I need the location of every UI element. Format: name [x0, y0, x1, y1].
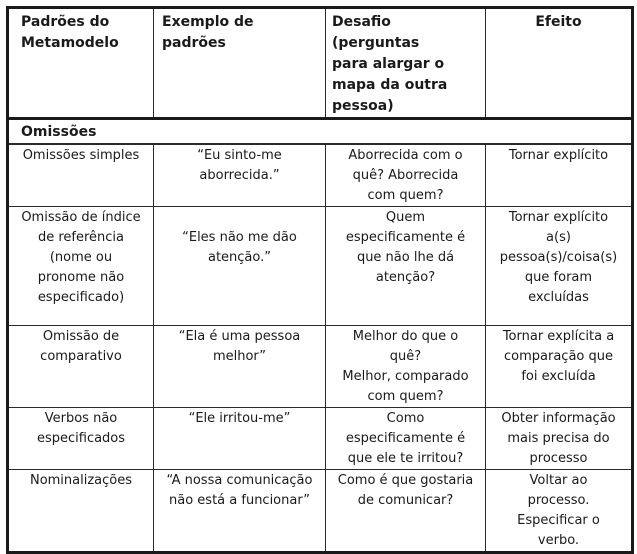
cell-challenge: Melhor do que o quê? Melhor, comparado com quem?: [326, 326, 486, 408]
section-row: [8, 119, 633, 145]
cell-example: “Eles não me dão atenção.”: [154, 207, 326, 326]
table-row: [8, 408, 633, 470]
cell-pattern: Nominalizações: [8, 470, 154, 553]
cell-challenge: Aborrecida com o quê? Aborrecida com quem?: [326, 144, 486, 207]
header-examples: Exemplo de padrões: [154, 8, 326, 119]
cell-effect: Tornar explícito: [486, 144, 633, 207]
cell-pattern: Omissão de comparativo: [8, 326, 154, 408]
cell-pattern: Omissões simples: [8, 144, 154, 207]
table-row: [8, 144, 633, 207]
cell-challenge: Quem especificamente é que não lhe dá atenção?: [326, 207, 486, 326]
cell-effect: Tornar explícito a(s) pessoa(s)/coisa(s) que foram excluídas: [486, 207, 633, 326]
cell-challenge: Como especificamente é que ele te irritou?: [326, 408, 486, 470]
header-challenge: Desafio (perguntas para alargar o mapa da outra pessoa): [326, 8, 486, 119]
metamodel-table: [6, 6, 634, 554]
header-effect: Efeito: [486, 8, 633, 119]
cell-example: “A nossa comunicação não está a funcionar”: [154, 470, 326, 553]
cell-challenge: Como é que gostaria de comunicar?: [326, 470, 486, 553]
cell-effect: Voltar ao processo. Especificar o verbo.: [486, 470, 633, 553]
cell-pattern: Verbos não especificados: [8, 408, 154, 470]
table-row: [8, 326, 633, 408]
table-row: [8, 207, 633, 326]
metamodel-table-container: [6, 6, 631, 548]
cell-example: “Ela é uma pessoa melhor”: [154, 326, 326, 408]
header-patterns: Padrões do Metamodelo: [8, 8, 154, 119]
cell-pattern: Omissão de índice de referência (nome ou pronome não especificado): [8, 207, 154, 326]
cell-example: “Eu sinto-me aborrecida.”: [154, 144, 326, 207]
cell-effect: Tornar explícita a comparação que foi excluída: [486, 326, 633, 408]
section-title: Omissões: [8, 119, 633, 145]
cell-example: “Ele irritou-me”: [154, 408, 326, 470]
table-row: [8, 470, 633, 553]
header-row: [8, 8, 633, 119]
cell-effect: Obter informação mais precisa do processo: [486, 408, 633, 470]
